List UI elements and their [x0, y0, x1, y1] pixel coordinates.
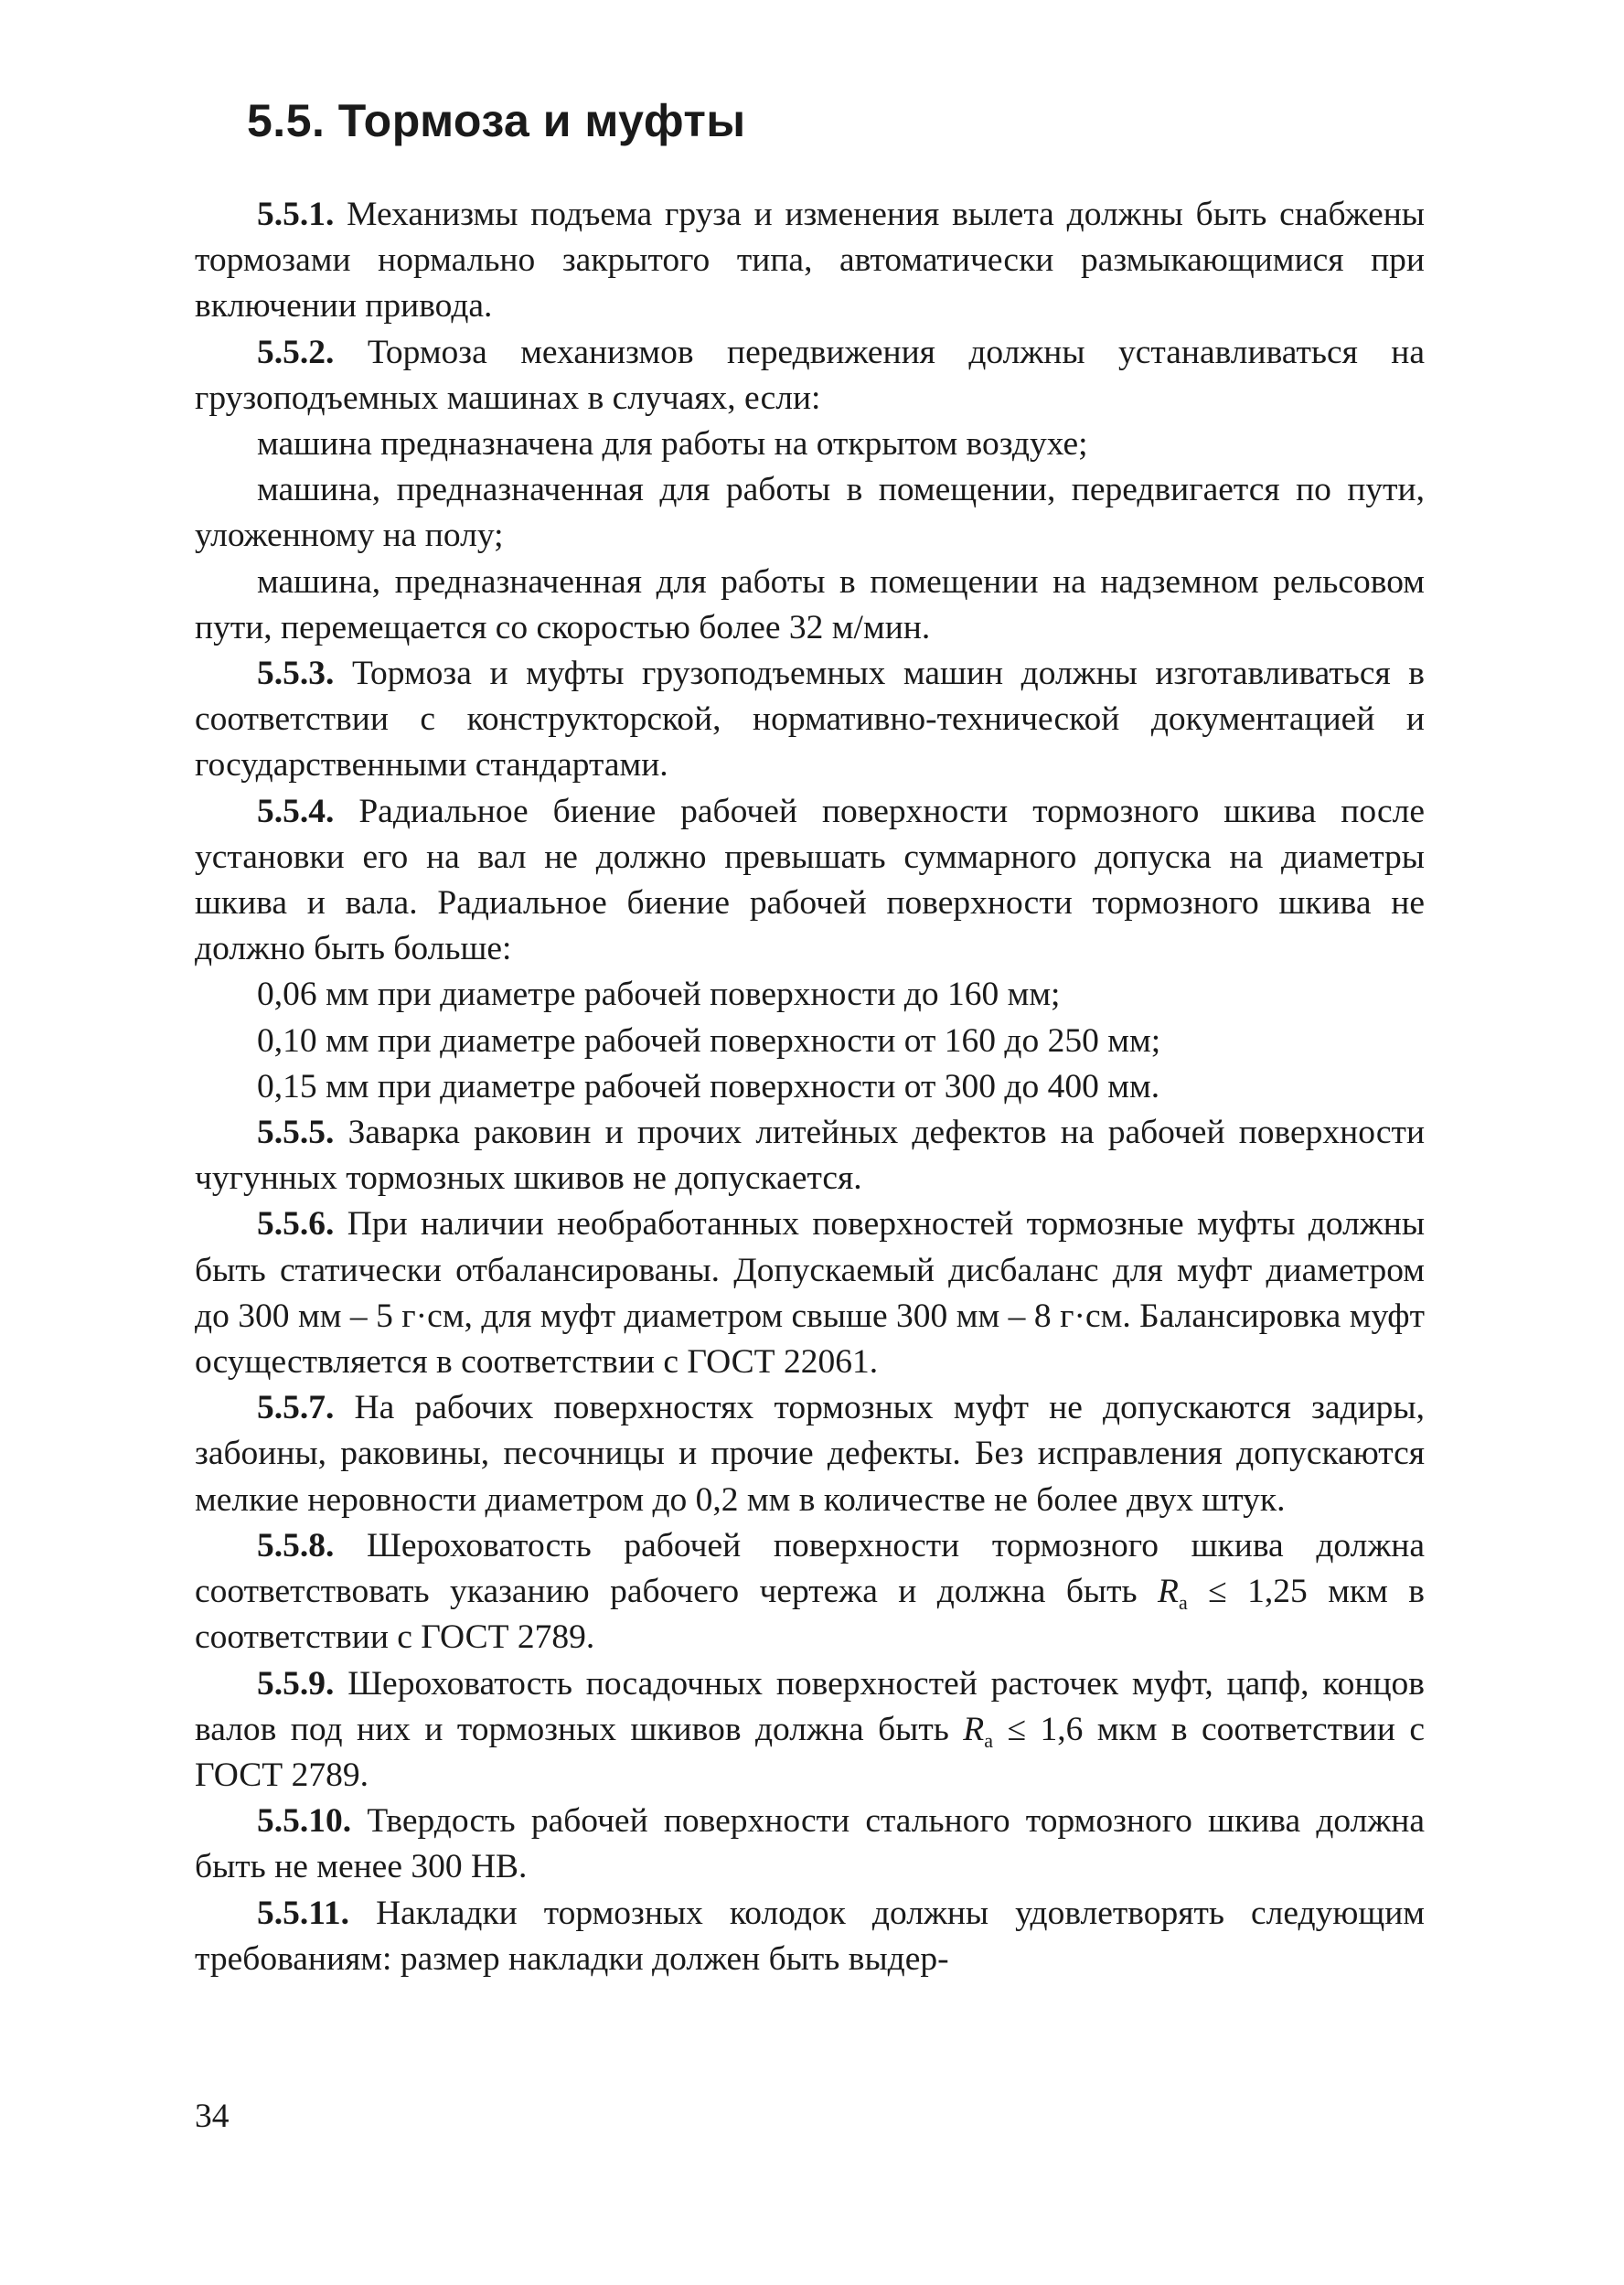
clause-text: Твердость рабочей поверхности стального тормозного шкива должна быть не менее 300 НВ.	[195, 1802, 1425, 1886]
clause-5-5-2	[195, 330, 1425, 422]
clause-text: Накладки тормозных колодок должны удовлетворять следующим требованиям: размер накладки должен быть выдер-	[195, 1894, 1426, 1978]
clause-text: Механизмы подъема груза и изменения вылета должны быть снабжены тормозами нормально закрытого типа, автоматически размыкающимися при включении привода.	[195, 196, 1426, 326]
clause-5-5-1	[195, 192, 1425, 330]
clause-5-5-4	[195, 789, 1425, 973]
clause-5-5-5	[195, 1110, 1425, 1201]
clause-text: При наличии необработанных поверхностей тормозные муфты должны быть статически отбалансированы. Допускаемый дисбаланс для муфт диаметром до 300 мм – 5 г·см, для муфт диаметром свыше 300 мм – 8 г·см. Балансировка муфт осуществляется в соответствии с ГОСТ 22061.	[195, 1205, 1426, 1382]
clause-number: 5.5.7.	[257, 1389, 335, 1427]
clause-5-5-4-item-1: 0,06 мм при диаметре рабочей поверхности до 160 мм;	[257, 976, 1061, 1014]
clause-5-5-8	[195, 1523, 1425, 1661]
clause-number: 5.5.10.	[257, 1802, 352, 1841]
clause-5-5-11	[195, 1891, 1425, 1982]
clause-text: Шероховатость рабочей поверхности тормозного шкива должна соответствовать указанию рабочего чертежа и должна быть	[195, 1526, 1426, 1611]
clause-text-end: ≤ 1,6 мкм в соответствии с ГОСТ 2789.	[195, 1710, 1426, 1794]
clause-number: 5.5.5.	[257, 1114, 335, 1152]
clause-text: Тормоза механизмов передвижения должны устанавливаться на грузоподъемных машинах в случаях, если:	[195, 333, 1425, 417]
page-number: 34	[195, 2098, 230, 2135]
clause-5-5-3	[195, 651, 1425, 789]
clause-number: 5.5.11.	[257, 1894, 350, 1932]
clause-number: 5.5.6.	[257, 1205, 335, 1244]
section-heading: 5.5. Тормоза и муфты	[247, 95, 746, 146]
roughness-symbol: R	[963, 1710, 985, 1748]
clause-number: 5.5.3.	[257, 655, 335, 693]
clause-text: Заварка раковин и прочих литейных дефектов на рабочей поверхности чугунных тормозных шкивов не допускается.	[195, 1114, 1426, 1198]
roughness-subscript: a	[984, 1728, 993, 1752]
clause-5-5-2-item-1: машина предназначена для работы на открытом воздухе;	[257, 425, 1088, 464]
clause-number: 5.5.8.	[257, 1526, 335, 1564]
clause-5-5-4-item-3: 0,15 мм при диаметре рабочей поверхности от 300 до 400 мм.	[257, 1067, 1160, 1105]
roughness-subscript: a	[1178, 1591, 1188, 1615]
clause-5-5-10	[195, 1799, 1425, 1890]
clause-number: 5.5.4.	[257, 792, 335, 830]
clause-5-5-6	[195, 1201, 1425, 1385]
body-text	[195, 192, 1425, 1982]
clause-number: 5.5.2.	[257, 333, 335, 371]
clause-5-5-4-item-2: 0,10 мм при диаметре рабочей поверхности от 160 до 250 мм;	[257, 1021, 1161, 1060]
clause-5-5-7	[195, 1385, 1425, 1523]
roughness-symbol: R	[1158, 1573, 1179, 1611]
clause-number: 5.5.1.	[257, 196, 335, 233]
clause-5-5-9	[195, 1661, 1425, 1799]
clause-text: Радиальное биение рабочей поверхности тормозного шкива после установки его на вал не должно превышать суммарного допуска на диаметры шкива и вала. Радиальное биение рабочей поверхности тормозного шкива не должно быть больше:	[195, 792, 1426, 968]
clause-text-end: ≤ 1,25 мкм в соответствии с ГОСТ 2789.	[195, 1573, 1425, 1657]
clause-number: 5.5.9.	[257, 1664, 335, 1703]
clause-text: Тормоза и муфты грузоподъемных машин должны изготавливаться в соответствии с конструкторской, нормативно-технической документацией и государственными стандартами.	[195, 655, 1425, 785]
clause-5-5-2-item-2: машина, предназначенная для работы в помещении, передвигается по пути, уложенному на полу;	[195, 471, 1425, 555]
clause-5-5-2-item-3: машина, предназначенная для работы в помещении на надземном рельсовом пути, перемещается со скоростью более 32 м/мин.	[195, 562, 1425, 646]
clause-text: Шероховатость посадочных поверхностей расточек муфт, цапф, концов валов под них и тормозных шкивов должна быть	[195, 1664, 1425, 1748]
clause-text: На рабочих поверхностях тормозных муфт не допускаются задиры, забоины, раковины, песочницы и прочие дефекты. Без исправления допускаются мелкие неровности диаметром до 0,2 мм в количестве не более двух штук.	[195, 1389, 1425, 1519]
